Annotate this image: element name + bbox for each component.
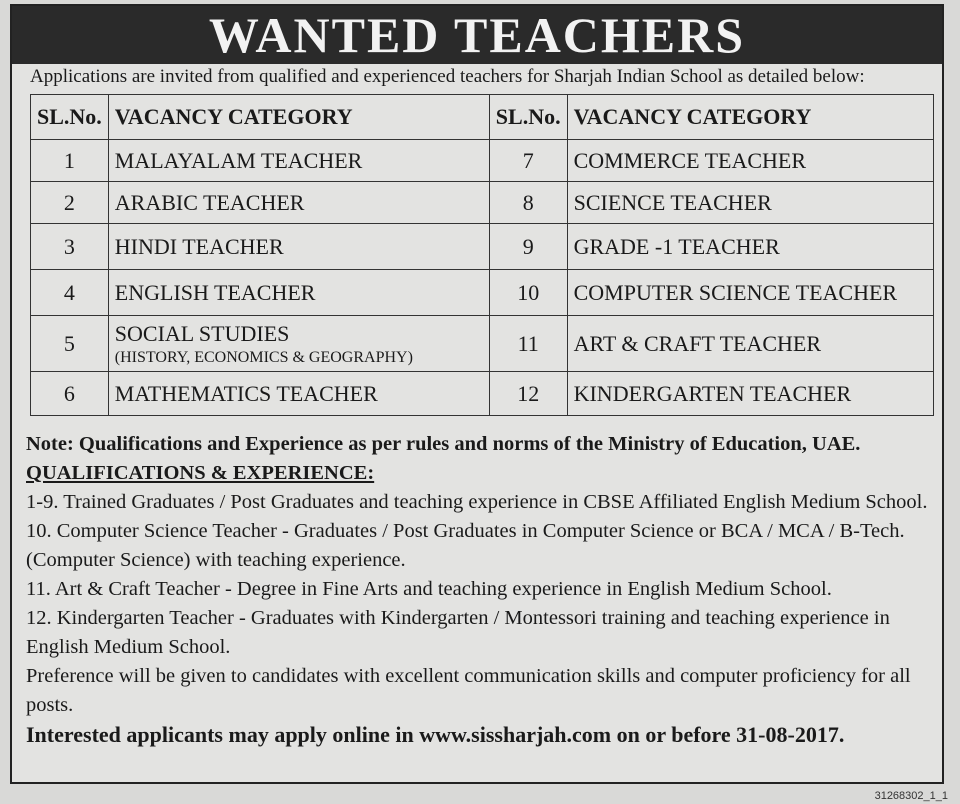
slno-cell: 6 [31,372,109,416]
category-cell: ART & CRAFT TEACHER [567,316,933,372]
table-row [31,270,934,316]
qualification-item: 12. Kindergarten Teacher - Graduates with Kindergarten / Montessori training and teaching experience in English Medium School. [26,607,890,658]
category-cell: KINDERGARTEN TEACHER [567,372,933,416]
category-cell: MALAYALAM TEACHER [108,140,489,182]
slno-cell: 10 [489,270,567,316]
col-header-slno-right: SL.No. [489,95,567,140]
category-cell: GRADE -1 TEACHER [567,224,933,270]
qualification-item: 11. Art & Craft Teacher - Degree in Fine Arts and teaching experience in English Medium School. [26,578,832,600]
table-row [31,372,934,416]
table-header-row [31,95,934,140]
col-header-category-right: VACANCY CATEGORY [567,95,933,140]
slno-cell: 3 [31,224,109,270]
category-cell: ARABIC TEACHER [108,182,489,224]
table-row [31,316,934,372]
qualification-item: 1-9. Trained Graduates / Post Graduates and teaching experience in CBSE Affiliated English Medium School. [26,491,928,513]
preference-text: Preference will be given to candidates with excellent communication skills and computer proficiency for all posts. [26,665,911,716]
category-cell: COMPUTER SCIENCE TEACHER [567,270,933,316]
note-text: Note: Qualifications and Experience as per rules and norms of the Ministry of Education, UAE. [26,433,861,455]
col-header-slno-left: SL.No. [31,95,109,140]
ad-title: WANTED TEACHERS [12,6,942,64]
table-row [31,224,934,270]
qualifications-heading: QUALIFICATIONS & EXPERIENCE: [26,462,375,484]
category-sub: (HISTORY, ECONOMICS & GEOGRAPHY) [114,348,413,366]
category-cell: ENGLISH TEACHER [108,270,489,316]
advertisement [10,4,944,784]
slno-cell: 11 [489,316,567,372]
slno-cell: 2 [31,182,109,224]
ad-body [26,430,936,749]
slno-cell: 7 [489,140,567,182]
slno-cell: 1 [31,140,109,182]
col-header-category-left: VACANCY CATEGORY [108,95,489,140]
slno-cell: 5 [31,316,109,372]
category-cell: SCIENCE TEACHER [567,182,933,224]
apply-text: Interested applicants may apply online in www.sissharjah.com on or before 31-08-2017. [26,722,845,747]
category-cell: MATHEMATICS TEACHER [108,372,489,416]
slno-cell: 9 [489,224,567,270]
slno-cell: 4 [31,270,109,316]
category-main: SOCIAL STUDIES [114,320,290,346]
slno-cell: 12 [489,372,567,416]
slno-cell: 8 [489,182,567,224]
ad-code: 31268302_1_1 [874,790,948,802]
category-cell: HINDI TEACHER [108,224,489,270]
intro-text: Applications are invited from qualified and experienced teachers for Sharjah Indian School as detailed below: [30,66,865,87]
vacancy-table [30,94,934,416]
category-cell [108,316,489,372]
table-row [31,140,934,182]
qualification-item: 10. Computer Science Teacher - Graduates / Post Graduates in Computer Science or BCA / MCA / B-Tech. (Computer Science) with teaching experience. [26,520,905,571]
category-cell: COMMERCE TEACHER [567,140,933,182]
table-row [31,182,934,224]
